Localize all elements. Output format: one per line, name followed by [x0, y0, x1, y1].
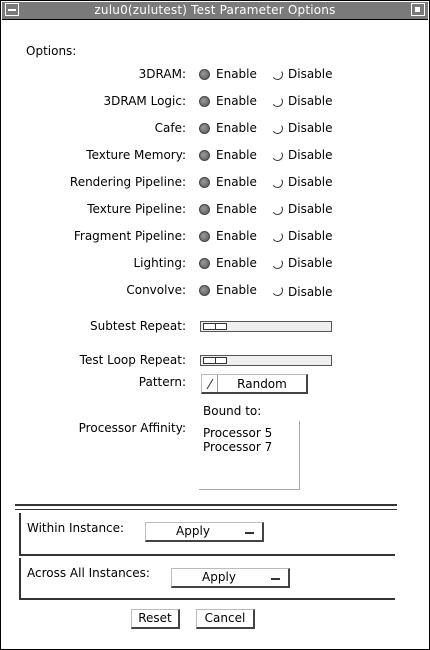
pattern-label: Pattern: — [138, 375, 186, 389]
button-label: Apply — [202, 570, 236, 584]
disable-label: Disable — [288, 285, 333, 299]
option-label: Rendering Pipeline: — [69, 175, 186, 189]
disable-label: Disable — [288, 256, 333, 270]
option-label: Texture Memory: — [86, 148, 186, 162]
enable-radio[interactable] — [199, 69, 210, 80]
option-label: Texture Pipeline: — [87, 202, 186, 216]
list-item[interactable]: Processor 5 — [203, 426, 273, 440]
button-label: Apply — [176, 524, 210, 538]
option-label: Convolve: — [126, 283, 186, 297]
separator — [15, 504, 397, 506]
menu-mark-icon — [245, 532, 254, 534]
enable-radio[interactable] — [199, 258, 210, 269]
disable-radio[interactable] — [271, 122, 284, 135]
enable-radio[interactable] — [199, 204, 210, 215]
bound-to-label: Bound to: — [203, 404, 262, 418]
option-label: Lighting: — [133, 256, 186, 270]
window-title: zulu0(zulutest) Test Parameter Options — [94, 3, 336, 17]
pattern-toggle-icon — [202, 375, 218, 392]
within-instance-group — [19, 513, 395, 556]
enable-label: Enable — [216, 175, 257, 189]
pattern-button[interactable] — [201, 374, 308, 394]
within-instance-label: Within Instance: — [27, 521, 125, 535]
enable-label: Enable — [216, 67, 257, 81]
test-loop-repeat-label: Test Loop Repeat: — [79, 353, 186, 367]
disable-radio[interactable] — [271, 230, 284, 243]
across-instances-apply-button[interactable] — [171, 568, 290, 588]
separator — [15, 509, 397, 510]
maximize-icon[interactable] — [411, 3, 425, 16]
enable-label: Enable — [216, 256, 257, 270]
enable-radio[interactable] — [199, 285, 210, 296]
processor-list[interactable] — [199, 421, 300, 490]
enable-label: Enable — [216, 121, 257, 135]
disable-radio[interactable] — [271, 68, 284, 81]
disable-label: Disable — [288, 121, 333, 135]
slider-thumb[interactable] — [203, 357, 227, 364]
list-item[interactable]: Processor 7 — [203, 440, 273, 454]
reset-button[interactable]: Reset — [131, 609, 180, 629]
disable-radio[interactable] — [271, 257, 284, 270]
across-instances-group — [19, 558, 395, 600]
disable-radio[interactable] — [271, 203, 284, 216]
option-label: 3DRAM Logic: — [103, 94, 186, 108]
enable-label: Enable — [216, 94, 257, 108]
option-label: 3DRAM: — [138, 67, 186, 81]
enable-radio[interactable] — [199, 96, 210, 107]
pattern-value: Random — [237, 377, 287, 391]
enable-radio[interactable] — [199, 150, 210, 161]
within-instance-apply-button[interactable] — [145, 522, 264, 542]
disable-radio[interactable] — [271, 284, 284, 297]
disable-label: Disable — [288, 94, 333, 108]
subtest-repeat-label: Subtest Repeat: — [90, 319, 186, 333]
disable-radio[interactable] — [271, 95, 284, 108]
cancel-button[interactable]: Cancel — [196, 609, 255, 629]
menu-mark-icon — [271, 578, 280, 580]
disable-radio[interactable] — [271, 176, 284, 189]
enable-label: Enable — [216, 202, 257, 216]
processor-affinity-label: Processor Affinity: — [78, 421, 186, 435]
enable-radio[interactable] — [199, 177, 210, 188]
disable-label: Disable — [288, 229, 333, 243]
test-loop-repeat-slider[interactable] — [200, 355, 332, 366]
disable-label: Disable — [288, 202, 333, 216]
disable-radio[interactable] — [271, 149, 284, 162]
enable-label: Enable — [216, 283, 257, 297]
disable-label: Disable — [288, 148, 333, 162]
enable-radio[interactable] — [199, 123, 210, 134]
across-instances-label: Across All Instances: — [27, 566, 150, 580]
slider-thumb[interactable] — [203, 323, 227, 330]
options-heading: Options: — [26, 44, 77, 58]
option-label: Cafe: — [154, 121, 186, 135]
subtest-repeat-slider[interactable] — [200, 321, 332, 332]
option-label: Fragment Pipeline: — [73, 229, 186, 243]
enable-radio[interactable] — [199, 231, 210, 242]
disable-label: Disable — [288, 67, 333, 81]
title-bar — [2, 2, 428, 20]
enable-label: Enable — [216, 148, 257, 162]
enable-label: Enable — [216, 229, 257, 243]
disable-label: Disable — [288, 175, 333, 189]
